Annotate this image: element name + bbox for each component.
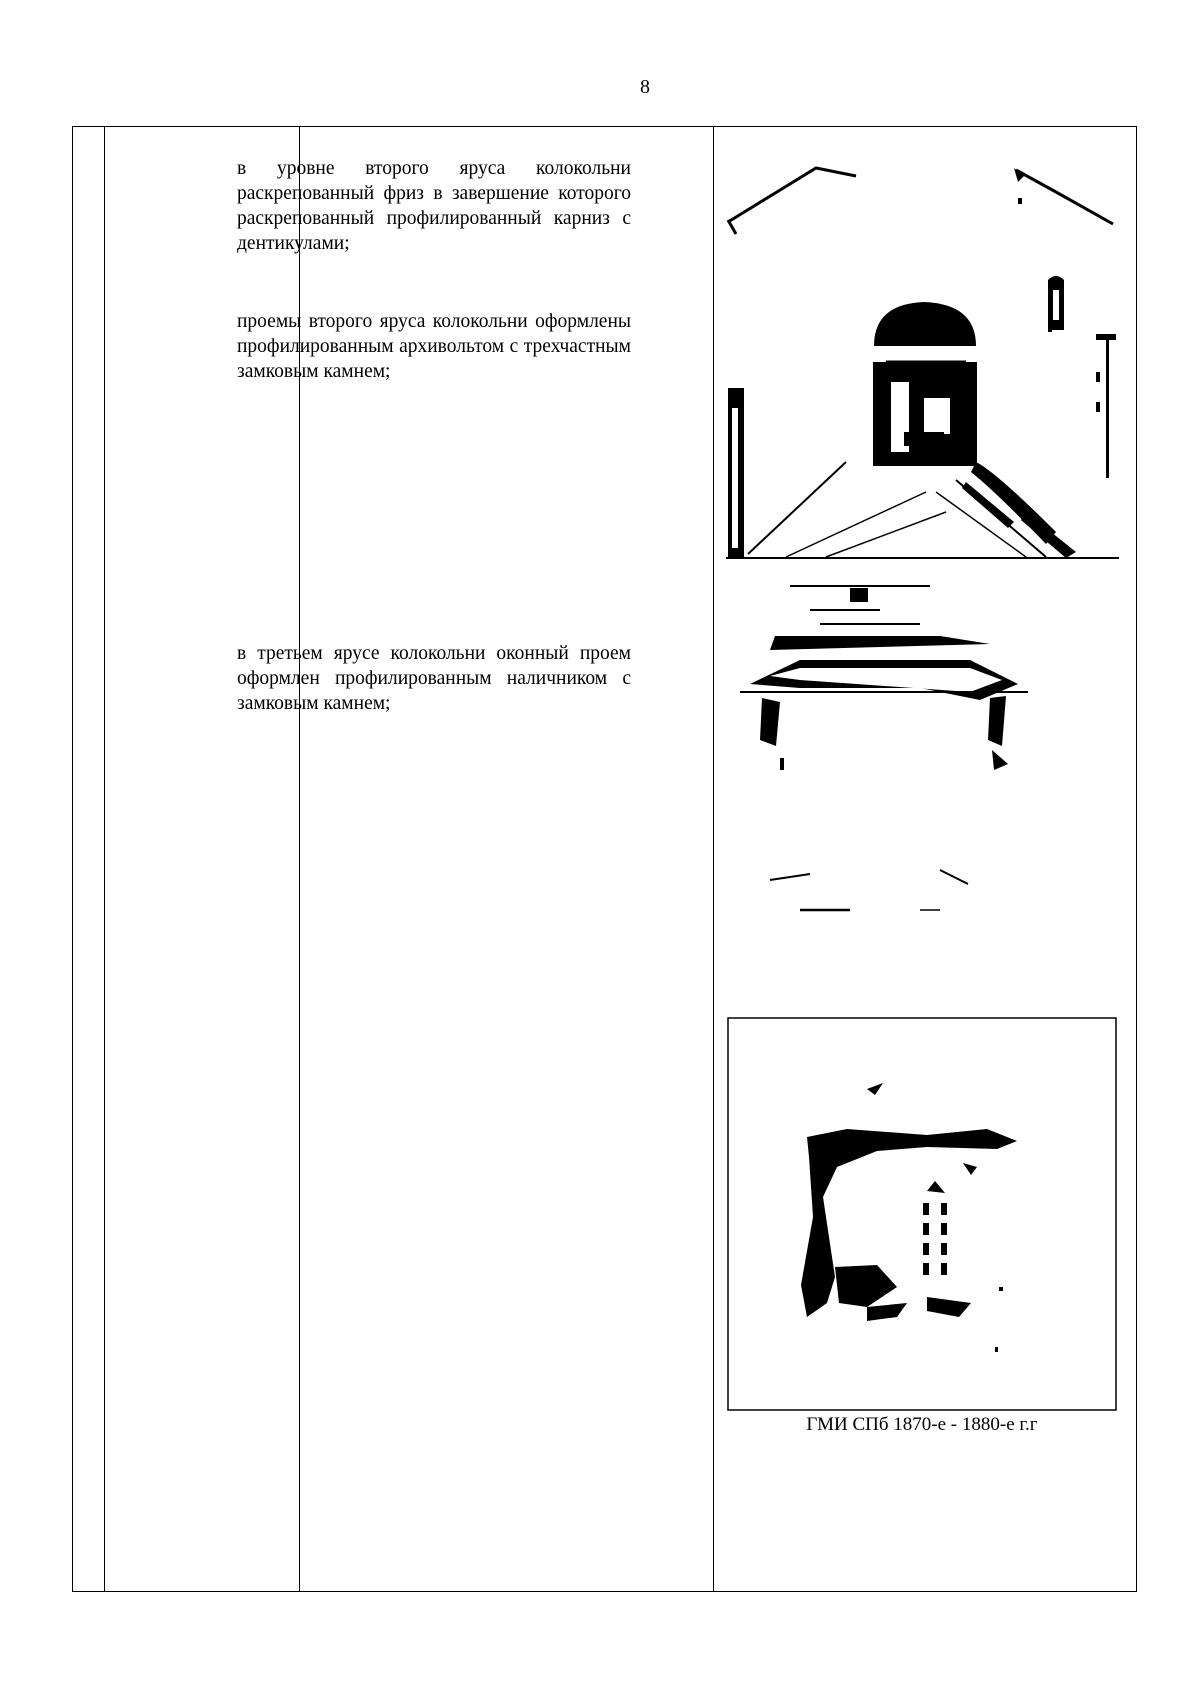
description-cell	[237, 156, 631, 256]
description-cell-3	[237, 641, 631, 716]
page-number: 8	[640, 76, 650, 98]
column-divider-3	[713, 127, 714, 1591]
photo-third-tier-window	[740, 580, 1100, 940]
paragraph-frieze-cornice: в уровне второго яруса колокольни раскрепованный фриз в завершение которого раскрепованный профилированный карниз с дентикулами;	[237, 158, 631, 254]
photo-caption: ГМИ СПб 1870-е - 1880-е г.г	[806, 1414, 1038, 1435]
description-cell-2	[237, 309, 631, 384]
photo-archival-bell-tower	[727, 1017, 1117, 1411]
paragraph-archivolt: проемы второго яруса колокольни оформлены профилированным архивольтом с трехчастным замковым камнем;	[237, 311, 631, 382]
column-divider-1	[104, 127, 105, 1591]
paragraph-window-surround: в третьем ярусе колокольни оконный проем оформлен профилированным наличником с замковым камнем;	[237, 643, 631, 714]
photo-second-tier-arch	[726, 162, 1119, 559]
